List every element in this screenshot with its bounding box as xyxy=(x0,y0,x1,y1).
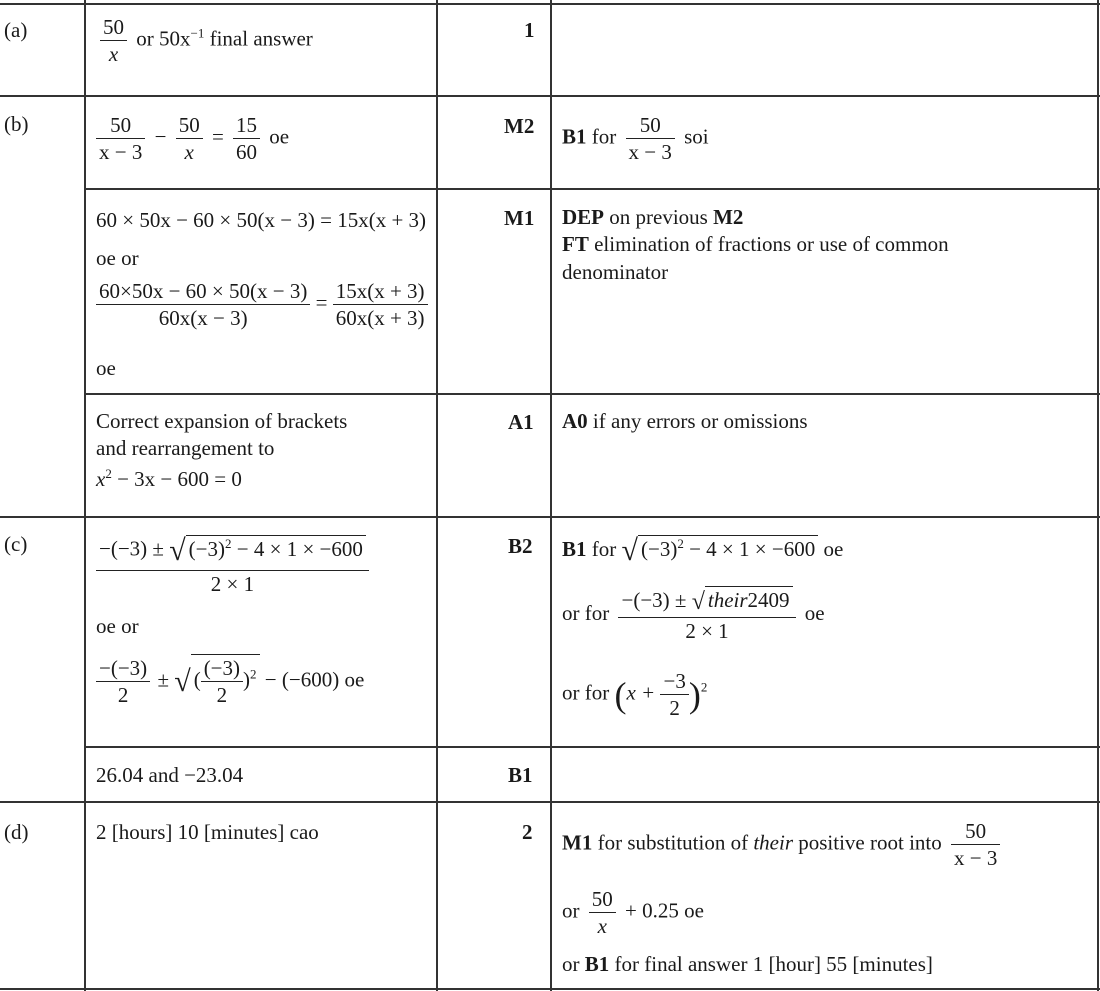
denominator: x xyxy=(176,138,203,165)
answer-c-completing-square xyxy=(96,654,364,709)
part-label: (c) xyxy=(4,532,28,556)
guidance-c-line1 xyxy=(562,534,843,568)
radicand-text: − 4 × 1 × −600 xyxy=(236,536,363,561)
radicand: ( $\frac{(-3)}{2}$ )$^2$ xyxy=(191,654,260,709)
radicand xyxy=(186,535,366,562)
mark: B1 xyxy=(508,763,533,787)
exponent: 2 xyxy=(700,679,708,695)
numerator: (−3) xyxy=(203,656,241,680)
row-divider xyxy=(84,393,1100,395)
numerator: 50 xyxy=(110,113,132,137)
numerator: 50 xyxy=(591,887,613,911)
answer-text: oe xyxy=(269,124,290,149)
numerator: 50 xyxy=(103,15,124,39)
part-label: (a) xyxy=(4,18,28,42)
answer-text: x xyxy=(96,466,106,491)
numerator-text: −(−3) ± xyxy=(99,536,164,561)
guidance-text: positive root into xyxy=(798,830,942,855)
fraction xyxy=(100,14,127,68)
part-label: (b) xyxy=(4,112,29,136)
fraction xyxy=(951,818,1000,872)
radicand-text: 2409 xyxy=(747,588,790,612)
answer-c-roots: 26.04 and −23.04 xyxy=(96,763,244,787)
guidance-text: + 0.25 oe xyxy=(625,898,704,923)
mark-code: B1 xyxy=(584,952,610,976)
answer-text: oe xyxy=(344,667,365,692)
column-divider xyxy=(1097,0,1099,991)
answer-text: or 50x xyxy=(136,26,191,51)
sqrt-icon: √ xyxy=(169,534,186,567)
denominator: x xyxy=(100,40,127,67)
mark: A1 xyxy=(508,410,534,434)
guidance-d-line1 xyxy=(562,818,1004,872)
row-divider xyxy=(84,188,1100,190)
guidance-text: or xyxy=(562,952,580,976)
guidance-text: or for xyxy=(562,601,610,626)
mark-code: M2 xyxy=(713,205,744,229)
radicand-text: (−3) xyxy=(640,536,678,561)
numerator: 50 xyxy=(178,113,200,137)
row-divider xyxy=(84,746,1100,748)
guidance-d-line2 xyxy=(562,886,704,940)
answer-text: oe or xyxy=(96,246,139,270)
mark-code: B1 xyxy=(562,536,587,561)
exponent: 2 xyxy=(677,535,684,551)
denominator: 2 × 1 xyxy=(618,617,795,644)
guidance-text: on previous xyxy=(609,205,708,229)
mark-code: FT xyxy=(562,232,589,257)
exponent: 2 xyxy=(105,465,112,481)
numerator: −(−3) xyxy=(99,656,148,680)
answer-c-quadratic-formula xyxy=(96,532,369,597)
radicand-text: (−3) xyxy=(188,536,226,561)
mark-code: DEP xyxy=(562,205,604,229)
mark-code: B1 xyxy=(562,124,587,149)
numerator: −3 xyxy=(663,669,686,693)
denominator: 2 xyxy=(201,681,243,708)
sqrt-icon: √ xyxy=(691,589,705,616)
mark: B2 xyxy=(508,534,533,558)
mark-code: M1 xyxy=(562,830,593,855)
mark: 1 xyxy=(524,18,535,42)
fraction xyxy=(589,886,616,940)
numerator xyxy=(96,532,369,570)
guidance-text: oe xyxy=(823,536,844,561)
numerator: 60×50x − 60 × 50(x − 3) xyxy=(99,279,308,303)
numerator xyxy=(618,586,795,617)
operator: − xyxy=(154,124,167,149)
answer-b-rearrangement xyxy=(96,408,347,493)
guidance-c-line2 xyxy=(562,586,825,644)
answer-text: − 3x − 600 = 0 xyxy=(117,466,242,491)
fraction xyxy=(96,532,369,597)
mark: M1 xyxy=(504,206,535,230)
denominator: x − 3 xyxy=(626,138,675,165)
fraction xyxy=(333,278,428,332)
answer-text: and rearrangement to xyxy=(96,436,275,461)
guidance-b2 xyxy=(562,204,1087,286)
paren-right-icon: ) xyxy=(688,674,701,715)
guidance-text: for xyxy=(591,536,617,561)
operator: = xyxy=(211,124,224,149)
exponent: 2 xyxy=(250,666,257,682)
answer-b-fractions xyxy=(96,278,428,332)
answer-text: oe xyxy=(96,356,116,380)
answer-a xyxy=(96,14,313,68)
fraction xyxy=(96,278,310,332)
guidance-b3 xyxy=(562,408,808,435)
mark: M2 xyxy=(504,114,535,138)
operator: = xyxy=(315,290,328,315)
answer-text: oe or xyxy=(96,614,139,638)
guidance-text: for substitution of xyxy=(597,830,749,855)
denominator: 2 × 1 xyxy=(96,570,369,597)
numerator: 15 xyxy=(236,113,258,137)
denominator: 2 xyxy=(96,681,150,708)
fraction xyxy=(96,655,150,709)
numerator: 50 xyxy=(965,819,987,843)
numerator: 15x(x + 3) xyxy=(335,279,425,303)
answer-text: − (−600) xyxy=(264,667,340,692)
denominator: 2 xyxy=(660,694,688,721)
exponent: −1 xyxy=(190,25,205,41)
guidance-text: their xyxy=(753,830,793,855)
denominator: x − 3 xyxy=(96,138,145,165)
fraction xyxy=(96,112,145,166)
numerator: 50 xyxy=(639,113,661,137)
answer-text: Correct expansion of brackets xyxy=(96,409,348,433)
denominator: 60 xyxy=(233,138,260,165)
guidance-d-line3 xyxy=(562,952,933,977)
denominator: 60x(x − 3) xyxy=(96,304,310,331)
numerator-text: −(−3) ± xyxy=(621,588,687,612)
guidance-c-line3 xyxy=(562,668,707,722)
fraction xyxy=(176,112,203,166)
answer-d: 2 [hours] 10 [minutes] cao xyxy=(96,820,319,844)
exponent: 2 xyxy=(225,535,232,551)
guidance-text: or xyxy=(562,898,580,923)
guidance-text: denominator xyxy=(562,259,669,284)
answer-b-equation xyxy=(92,112,289,166)
sqrt-icon: √ xyxy=(174,664,191,698)
mark: 2 xyxy=(522,820,533,844)
answer-text: final answer xyxy=(209,26,313,51)
guidance-text: soi xyxy=(684,124,709,149)
denominator: 60x(x + 3) xyxy=(333,304,428,331)
sqrt-icon: √ xyxy=(621,534,638,567)
answer-b-expanded: 60 × 50x − 60 × 50(x − 3) = 15x(x + 3) xyxy=(96,208,427,232)
guidance-text: elimination of fractions or use of common xyxy=(594,232,949,257)
radicand xyxy=(638,535,818,562)
radicand-text: − 4 × 1 × −600 xyxy=(689,536,816,561)
denominator: x xyxy=(589,912,616,939)
fraction xyxy=(660,668,688,722)
part-label: (d) xyxy=(4,820,29,844)
guidance-text: x + xyxy=(626,680,656,705)
guidance-text: for xyxy=(591,124,617,149)
fraction xyxy=(618,586,795,644)
guidance-text: if any errors or omissions xyxy=(592,409,808,433)
guidance-b1 xyxy=(562,112,709,166)
guidance-text: or for xyxy=(562,680,610,705)
column-divider xyxy=(550,0,552,991)
radicand-text: their xyxy=(707,588,748,612)
guidance-text: oe xyxy=(804,601,825,626)
mark-code: A0 xyxy=(562,409,588,433)
fraction xyxy=(233,112,260,166)
column-divider xyxy=(436,0,438,991)
column-divider xyxy=(84,0,86,991)
operator: ± xyxy=(157,667,169,692)
denominator: x − 3 xyxy=(951,844,1000,871)
fraction xyxy=(201,655,243,709)
radicand xyxy=(705,586,793,613)
guidance-text: for final answer 1 [hour] 55 [minutes] xyxy=(614,952,933,976)
fraction xyxy=(626,112,675,166)
paren-left-icon: ( xyxy=(614,674,627,715)
